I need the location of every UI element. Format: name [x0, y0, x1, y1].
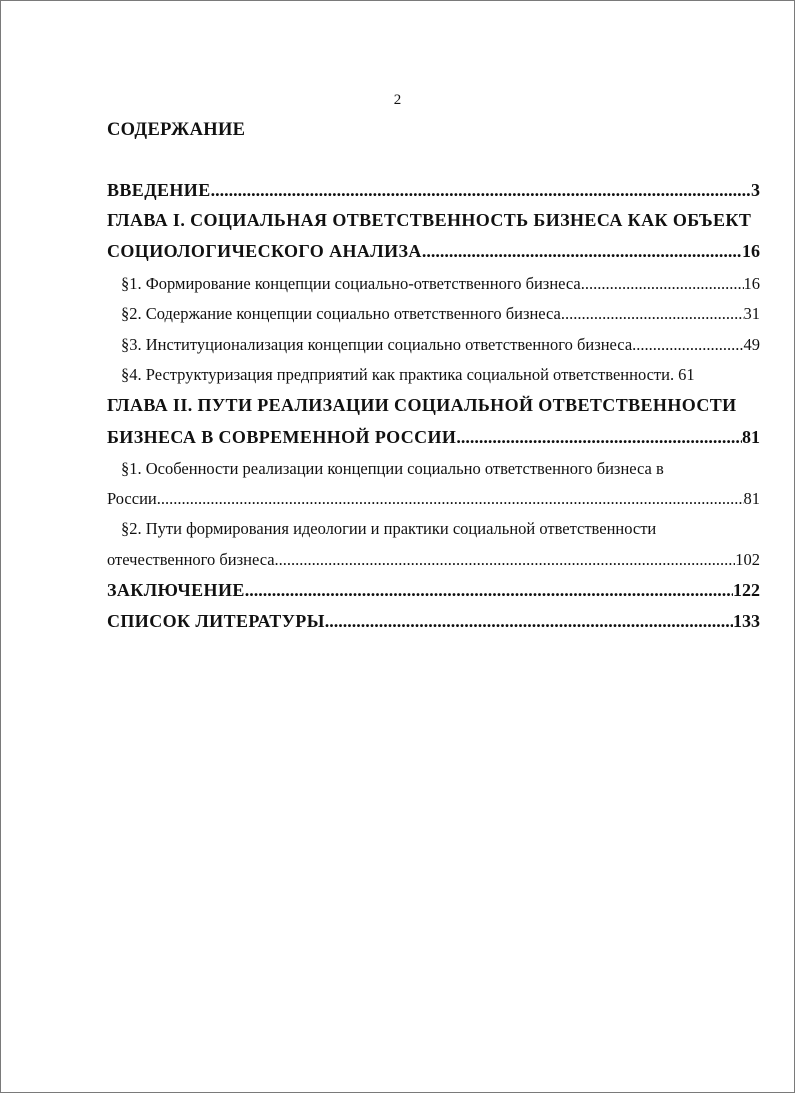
toc-entry-page: 16	[743, 274, 760, 293]
toc-chapter-1-title-line1[interactable]: ГЛАВА I. СОЦИАЛЬНАЯ ОТВЕТСТВЕННОСТЬ БИЗНЕСА КАК ОБЪЕКТ	[107, 210, 752, 230]
toc-entry-ch2-sec2[interactable]	[107, 550, 760, 570]
toc-entry-page: 102	[735, 550, 760, 569]
toc-ch2-sec1-title-line1[interactable]: §1. Особенности реализации концепции социально ответственного бизнеса в	[121, 459, 664, 478]
toc-chapter-2-title-line1[interactable]: ГЛАВА II. ПУТИ РЕАЛИЗАЦИИ СОЦИАЛЬНОЙ ОТВЕТСТВЕННОСТИ	[107, 395, 737, 415]
toc-entry-introduction[interactable]	[107, 180, 760, 201]
toc-entry-label: §4. Реструктуризация предприятий как практика социальной ответственности.	[121, 365, 675, 384]
toc-entry-page: 81	[743, 489, 760, 508]
toc-entry-page: 61	[678, 365, 695, 384]
toc-entry-page: 16	[742, 241, 760, 261]
dot-leader	[211, 180, 751, 201]
dot-leader	[275, 550, 736, 570]
toc-entry-ch1-sec4[interactable]	[121, 365, 760, 385]
dot-leader	[422, 241, 742, 262]
toc-entry-page: 31	[743, 304, 760, 323]
toc-entry-conclusion[interactable]	[107, 580, 760, 601]
toc-entry-label: §3. Институционализация концепции социально ответственного бизнеса	[121, 335, 633, 354]
toc-entry-page: 49	[743, 335, 760, 354]
toc-entry-bibliography[interactable]	[107, 611, 760, 632]
toc-entry-label: СОЦИОЛОГИЧЕСКОГО АНАЛИЗА	[107, 241, 422, 261]
dot-leader	[157, 489, 744, 509]
toc-entry-page: 81	[742, 427, 760, 447]
toc-entry-label: ЗАКЛЮЧЕНИЕ	[107, 580, 245, 600]
toc-entry-label: БИЗНЕСА В СОВРЕМЕННОЙ РОССИИ	[107, 427, 457, 447]
dot-leader	[245, 580, 733, 601]
page-number: 2	[393, 92, 402, 108]
toc-entry-page: 3	[751, 180, 760, 200]
dot-leader	[456, 427, 742, 448]
toc-entry-label: ВВЕДЕНИЕ	[107, 180, 211, 200]
toc-title: СОДЕРЖАНИЕ	[107, 120, 246, 140]
toc-entry-ch2-sec1[interactable]	[107, 489, 760, 509]
dot-leader	[325, 611, 733, 632]
toc-entry-ch1-sec1[interactable]	[121, 274, 760, 294]
toc-entry-label: §2. Содержание концепции социально ответственного бизнеса	[121, 304, 561, 323]
toc-entry-page: 122	[733, 580, 760, 600]
toc-entry-label: СПИСОК ЛИТЕРАТУРЫ	[107, 611, 325, 631]
toc-entry-chapter-1[interactable]	[107, 241, 760, 262]
toc-entry-ch1-sec3[interactable]	[121, 335, 760, 355]
toc-entry-ch1-sec2[interactable]	[121, 304, 760, 324]
toc-entry-label: России	[107, 489, 157, 508]
toc-entry-label: §1. Формирование концепции социально-ответственного бизнеса	[121, 274, 581, 293]
toc-ch2-sec2-title-line1[interactable]: §2. Пути формирования идеологии и практики социальной ответственности	[121, 519, 657, 538]
toc-entry-page: 133	[733, 611, 760, 631]
toc-entry-chapter-2[interactable]	[107, 427, 760, 448]
dot-leader	[561, 304, 744, 324]
dot-leader	[581, 274, 744, 294]
dot-leader	[632, 335, 743, 355]
toc-entry-label: отечественного бизнеса	[107, 550, 275, 569]
